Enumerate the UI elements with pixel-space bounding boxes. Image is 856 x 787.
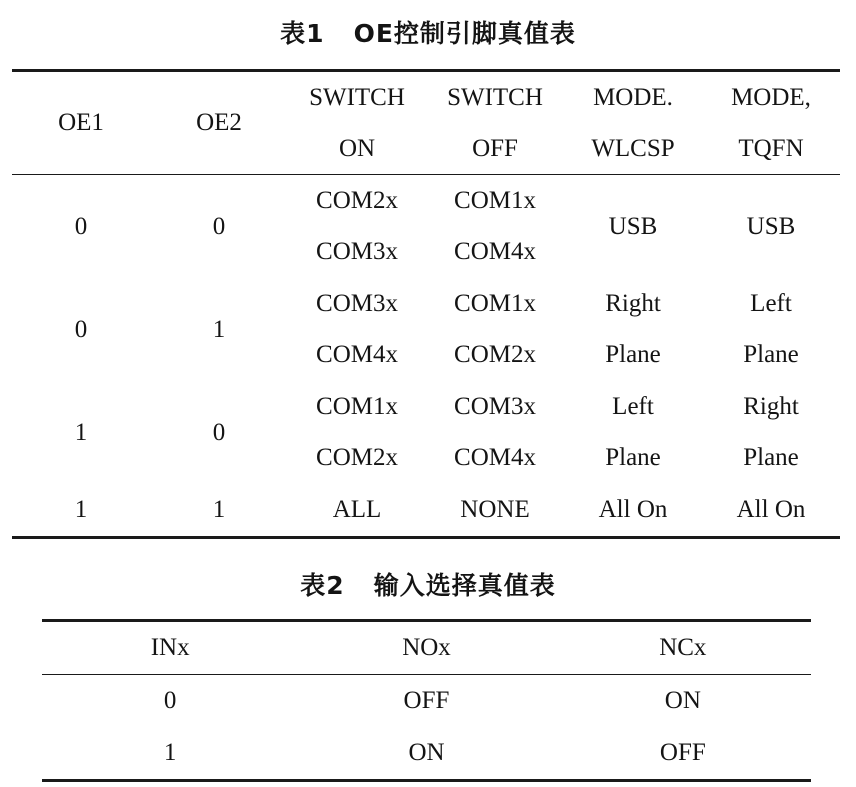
table1-caption: 表1 OE控制引脚真值表 [280, 19, 576, 48]
cell-mode-tqfn: Plane [743, 444, 799, 472]
header-switch-off-line1: SWITCH [447, 83, 543, 111]
cell-switch-off: COM2x [454, 341, 536, 369]
cell-oe1: 0 [74, 212, 88, 240]
cell-mode-wlcsp: USB [608, 212, 658, 240]
cell-switch-on: COM4x [316, 341, 398, 369]
cell-ncx: ON [664, 687, 701, 714]
header-mode-tqfn-line2: TQFN [702, 123, 840, 175]
cell-mode-wlcsp: Plane [605, 341, 661, 369]
cell-oe2: 0 [212, 212, 226, 240]
cell-mode-wlcsp: Plane [605, 444, 661, 472]
cell-nox: OFF [403, 687, 450, 714]
cell-inx: 0 [163, 687, 177, 714]
table-row [12, 381, 840, 433]
header-switch-on-line2: ON [288, 123, 426, 175]
cell-mode-tqfn: All On [736, 496, 806, 523]
header-mode-tqfn-line1: MODE, [731, 83, 811, 111]
cell-oe1: 1 [74, 496, 88, 523]
header-oe2: OE2 [150, 71, 288, 175]
table-row [12, 175, 840, 227]
oe-control-truth-table [12, 69, 840, 539]
header-mode-wlcsp-line1: MODE. [593, 83, 673, 111]
table2-caption: 表2 输入选择真值表 [300, 571, 556, 600]
cell-switch-off: COM3x [454, 392, 536, 420]
cell-nox: ON [408, 739, 445, 766]
table1-header-row [12, 71, 840, 124]
cell-switch-on: COM1x [316, 392, 398, 420]
cell-mode-wlcsp: Right [605, 289, 661, 317]
cell-switch-off: COM4x [454, 238, 536, 266]
cell-switch-off: COM1x [454, 186, 536, 214]
header-inx: INx [42, 621, 298, 675]
cell-mode-tqfn: USB [746, 212, 796, 240]
cell-mode-wlcsp: All On [598, 496, 668, 523]
table2-header-row [42, 621, 811, 675]
header-ncx: NCx [555, 621, 811, 675]
cell-oe1: 0 [74, 315, 88, 343]
header-switch-on-line1: SWITCH [309, 83, 405, 111]
cell-switch-on: COM2x [316, 444, 398, 472]
input-select-truth-table [42, 619, 811, 782]
cell-mode-tqfn: Left [750, 289, 792, 317]
cell-oe1: 1 [74, 418, 88, 446]
cell-switch-on: ALL [332, 496, 382, 523]
header-switch-off-line2: OFF [426, 123, 564, 175]
cell-inx: 1 [163, 739, 177, 766]
table-row [12, 484, 840, 538]
cell-oe2: 1 [212, 496, 226, 523]
cell-ncx: OFF [659, 739, 706, 766]
cell-switch-off: NONE [460, 496, 530, 523]
cell-switch-on: COM3x [316, 238, 398, 266]
header-oe1: OE1 [12, 71, 150, 175]
table-row [42, 675, 811, 728]
cell-oe2: 1 [212, 315, 226, 343]
table-row [12, 278, 840, 330]
cell-mode-tqfn: Right [743, 392, 799, 420]
cell-mode-tqfn: Plane [743, 341, 799, 369]
cell-switch-on: COM2x [316, 186, 398, 214]
cell-switch-off: COM1x [454, 289, 536, 317]
cell-mode-wlcsp: Left [612, 392, 654, 420]
cell-switch-on: COM3x [316, 289, 398, 317]
cell-oe2: 0 [212, 418, 226, 446]
cell-switch-off: COM4x [454, 444, 536, 472]
header-mode-wlcsp-line2: WLCSP [564, 123, 702, 175]
table-row [42, 727, 811, 781]
header-nox: NOx [298, 621, 554, 675]
